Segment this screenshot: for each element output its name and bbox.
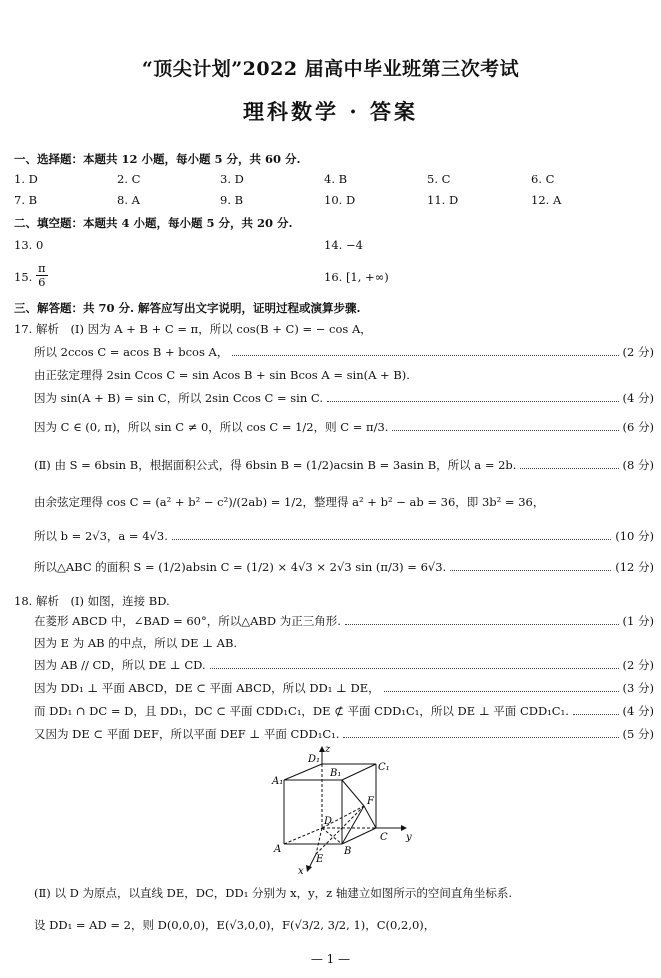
score: (4 分) xyxy=(622,704,654,718)
q17-line-3 xyxy=(34,366,654,384)
label-E: E xyxy=(316,854,324,865)
answer-16: 16. [1, +∞) xyxy=(324,270,389,284)
label-C1: C₁ xyxy=(378,762,390,773)
score: (3 分) xyxy=(622,681,654,695)
q18-line-2 xyxy=(34,612,654,630)
q18-line-4 xyxy=(34,656,654,674)
answer-4: 4. B xyxy=(324,172,348,186)
line-text: 在菱形 ABCD 中，∠BAD = 60°，所以△ABD 为正三角形. xyxy=(34,614,341,628)
line-text: 所以 b = 2√3，a = 4√3. xyxy=(34,529,168,543)
line-text: 所以△ABC 的面积 S = (1/2)absin C = (1/2) × 4√3 × 2√3 sin (π/3) = 6√3. xyxy=(34,560,447,574)
answer-5: 5. C xyxy=(427,172,451,186)
q17-line-6 xyxy=(34,456,654,474)
leader-dots xyxy=(450,570,611,571)
answer-subtitle: 理科数学 · 答案 xyxy=(243,99,418,124)
answer-3: 3. D xyxy=(220,172,244,186)
leader-dots xyxy=(345,624,619,625)
q18-line-3 xyxy=(34,634,654,652)
answer-2: 2. C xyxy=(117,172,141,186)
line-text: 17. 解析 (Ⅰ) 因为 A + B + C = π，所以 cos(B + C) = − cos A， xyxy=(14,322,372,336)
leader-dots xyxy=(573,714,619,715)
q17-line-8 xyxy=(34,527,654,545)
q18-line-1 xyxy=(14,592,654,610)
score: (5 分) xyxy=(622,727,654,741)
q18-line-7 xyxy=(34,725,654,743)
line-text: (Ⅱ) 以 D 为原点，以直线 DE，DC，DD₁ 分别为 x，y，z 轴建立如图所示的空间直角坐标系. xyxy=(34,886,512,900)
prism-figure xyxy=(264,744,424,876)
line-text: (Ⅱ) 由 S = 6bsin B，根据面积公式，得 6bsin B = (1/2)acsin B = 3asin B，所以 a = 2b. xyxy=(34,458,517,472)
line-text: 因为 E 为 AB 的中点，所以 DE ⊥ AB. xyxy=(34,636,238,650)
label-D1: D₁ xyxy=(308,754,321,765)
page-number: — 1 — xyxy=(310,952,351,966)
answer-12: 12. A xyxy=(531,193,562,207)
score: (4 分) xyxy=(622,391,654,405)
line-text: 因为 C ∈ (0, π)，所以 sin C ≠ 0，所以 cos C = 1/2，则 C = π/3. xyxy=(34,420,389,434)
answer-1: 1. D xyxy=(14,172,38,186)
leader-dots xyxy=(343,737,618,738)
q17-line-5 xyxy=(34,418,654,436)
leader-dots xyxy=(172,539,611,540)
leader-dots xyxy=(392,430,618,431)
label-B: B xyxy=(344,846,352,857)
label-F: F xyxy=(367,796,374,807)
score: (2 分) xyxy=(622,345,654,359)
section-choice-heading: 一、选择题：本题共 12 小题，每小题 5 分，共 60 分. xyxy=(14,152,301,166)
fraction-denominator: 6 xyxy=(38,275,46,289)
q17-line-9 xyxy=(34,558,654,576)
answer-14: 14. −4 xyxy=(324,238,363,252)
score: (6 分) xyxy=(622,420,654,434)
q17-line-1 xyxy=(14,320,654,338)
answer-11: 11. D xyxy=(427,193,459,207)
answer-15-label: 15. xyxy=(14,270,33,284)
leader-dots xyxy=(520,468,618,469)
line-text: 因为 AB // CD，所以 DE ⊥ CD. xyxy=(34,658,206,672)
leader-dots xyxy=(210,668,619,669)
label-z-axis: z xyxy=(325,744,331,755)
line-text: 设 DD₁ = AD = 2，则 D(0,0,0)，E(√3,0,0)，F(√3/2, 3/2, 1)，C(0,2,0)， xyxy=(34,918,436,932)
exam-title: “顶尖计划”2022 届高中毕业班第三次考试 xyxy=(141,58,520,80)
line-text: 而 DD₁ ∩ DC = D，且 DD₁，DC ⊂ 平面 CDD₁C₁，DE ⊄ 平面 CDD₁C₁，所以 DE ⊥ 平面 CDD₁C₁. xyxy=(34,704,569,718)
answer-8: 8. A xyxy=(117,193,140,207)
line-text: 由正弦定理得 2sin Ccos C = sin Acos B + sin Bcos A = sin(A + B). xyxy=(34,368,410,382)
answer-15-fraction xyxy=(36,262,48,289)
answer-9: 9. B xyxy=(220,193,244,207)
line-text: 因为 DD₁ ⊥ 平面 ABCD，DE ⊂ 平面 ABCD，所以 DD₁ ⊥ DE， xyxy=(34,681,380,695)
score: (2 分) xyxy=(622,658,654,672)
section-fill-heading: 二、填空题：本题共 4 小题，每小题 5 分，共 20 分. xyxy=(14,216,293,230)
q18-part2-line-2 xyxy=(34,916,654,934)
label-D: D xyxy=(324,816,333,827)
q18-line-6 xyxy=(34,702,654,720)
fraction-numerator: π xyxy=(38,261,46,275)
score: (8 分) xyxy=(622,458,654,472)
leader-dots xyxy=(232,355,618,356)
label-A: A xyxy=(274,844,282,855)
answer-6: 6. C xyxy=(531,172,555,186)
score: (10 分) xyxy=(615,529,654,543)
label-B1: B₁ xyxy=(330,768,342,779)
line-text: 18. 解析 (Ⅰ) 如图，连接 BD. xyxy=(14,594,170,608)
line-text: 因为 sin(A + B) = sin C，所以 2sin Ccos C = sin C. xyxy=(34,391,323,405)
score: (12 分) xyxy=(615,560,654,574)
leader-dots xyxy=(384,691,619,692)
q17-line-4 xyxy=(34,389,654,407)
q18-part2-line-1 xyxy=(34,884,654,902)
label-C: C xyxy=(380,832,388,843)
line-text: 由余弦定理得 cos C = (a² + b² − c²)/(2ab) = 1/2，整理得 a² + b² − ab = 36，即 3b² = 36， xyxy=(34,495,545,509)
q17-line-2 xyxy=(34,343,654,361)
label-A1: A₁ xyxy=(272,776,284,787)
line-text: 又因为 DE ⊂ 平面 DEF，所以平面 DEF ⊥ 平面 CDD₁C₁. xyxy=(34,727,340,741)
score: (1 分) xyxy=(622,614,654,628)
answer-10: 10. D xyxy=(324,193,356,207)
leader-dots xyxy=(327,401,619,402)
answer-7: 7. B xyxy=(14,193,38,207)
fill-answers-row-2 xyxy=(14,262,654,292)
line-text: 所以 2ccos C = acos B + bcos A， xyxy=(34,345,229,359)
answer-13: 13. 0 xyxy=(14,238,44,252)
label-y-axis: y xyxy=(406,832,412,843)
label-x-axis: x xyxy=(298,866,304,876)
q18-line-5 xyxy=(34,679,654,697)
q17-line-7 xyxy=(34,493,654,511)
section-solution-heading: 三、解答题：共 70 分. 解答应写出文字说明，证明过程或演算步骤. xyxy=(14,301,361,315)
